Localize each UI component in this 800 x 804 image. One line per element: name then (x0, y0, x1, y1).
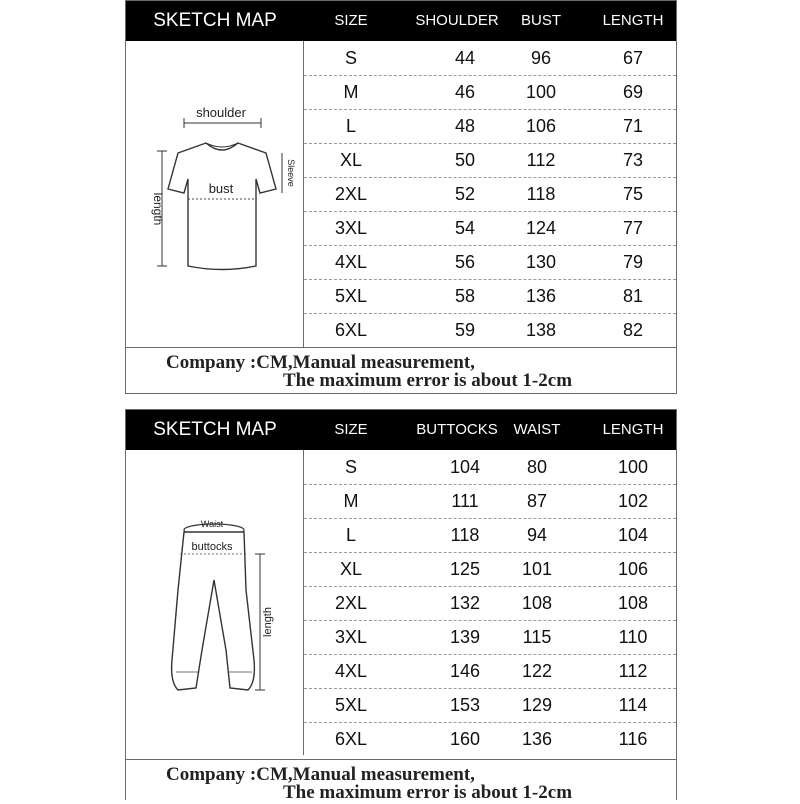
length-cell: 71 (622, 116, 644, 136)
buttocks-cell: 118 (450, 525, 480, 545)
waist-cell: 136 (521, 729, 553, 749)
buttocks-cell: 111 (451, 491, 479, 511)
tshirt-icon (168, 143, 276, 270)
length-cell: 79 (622, 252, 644, 272)
length-cell: 82 (622, 320, 644, 340)
buttocks-cell: 125 (449, 559, 481, 579)
tops-sketch-map-title: SKETCH MAP (153, 10, 277, 31)
size-cell: 2XL (334, 184, 368, 204)
table-row (304, 109, 676, 144)
size-cell: L (345, 525, 356, 545)
length-cell: 104 (617, 525, 649, 545)
table-row (304, 654, 676, 689)
size-cell: S (344, 457, 357, 477)
size-cell: 4XL (334, 661, 368, 681)
length-cell: 106 (617, 559, 649, 579)
size-cell: XL (339, 150, 363, 170)
table-row (304, 75, 676, 110)
size-cell: 5XL (334, 695, 368, 715)
size-cell: 3XL (334, 218, 368, 238)
length-cell: 77 (622, 218, 644, 238)
size-cell: L (345, 116, 356, 136)
tops-footer-note (126, 347, 676, 395)
table-row (304, 211, 676, 246)
buttocks-cell: 132 (449, 593, 481, 613)
shoulder-cell: 59 (454, 320, 476, 340)
pants-icon (172, 532, 255, 690)
footer-company-line: Company :CM,Manual measurement, (166, 352, 475, 373)
table-row (304, 450, 676, 485)
tops-col-bust: BUST (520, 12, 561, 29)
pants-sketch-map-title: SKETCH MAP (153, 419, 277, 440)
buttocks-cell: 104 (449, 457, 481, 477)
table-row (304, 586, 676, 621)
size-cell: 2XL (334, 593, 368, 613)
shoulder-cell: 54 (454, 218, 476, 238)
length-cell: 116 (618, 729, 648, 749)
tops-col-size: SIZE (334, 12, 368, 29)
shoulder-cell: 50 (454, 150, 476, 170)
table-row (304, 722, 676, 756)
bust-cell: 106 (525, 116, 557, 136)
waist-cell: 101 (521, 559, 553, 579)
length-cell: 81 (622, 286, 644, 306)
length-cell: 112 (618, 661, 648, 681)
buttocks-cell: 160 (449, 729, 481, 749)
size-cell: 6XL (334, 729, 368, 749)
buttocks-cell: 153 (449, 695, 481, 715)
table-row (304, 245, 676, 280)
size-cell: M (343, 491, 359, 511)
waist-cell: 122 (521, 661, 553, 681)
table-row (304, 41, 676, 76)
pants-length-label: length (262, 607, 274, 637)
length-cell: 75 (622, 184, 644, 204)
bust-cell: 130 (525, 252, 557, 272)
table-row (304, 177, 676, 212)
shoulder-cell: 46 (454, 82, 476, 102)
pants-table-body (304, 450, 676, 755)
tops-sketch-area (126, 41, 304, 347)
table-row (304, 688, 676, 723)
bust-cell: 138 (525, 320, 557, 340)
length-cell: 73 (622, 150, 644, 170)
length-cell: 69 (622, 82, 644, 102)
pants-size-chart (125, 409, 677, 803)
bust-label: bust (208, 181, 234, 196)
length-cell: 100 (617, 457, 649, 477)
pants-col-waist: WAIST (513, 421, 561, 438)
waist-cell: 87 (526, 491, 548, 511)
bust-cell: 112 (526, 150, 556, 170)
buttocks-cell: 139 (449, 627, 481, 647)
pants-col-length: LENGTH (602, 421, 664, 438)
bust-cell: 100 (525, 82, 557, 102)
pants-sketch-area (126, 450, 304, 755)
shoulder-cell: 52 (454, 184, 476, 204)
tops-col-shoulder: SHOULDER (415, 12, 499, 29)
waist-cell: 108 (521, 593, 553, 613)
length-cell: 108 (617, 593, 649, 613)
table-row (304, 518, 676, 553)
table-row (304, 143, 676, 178)
tops-header-bar (126, 1, 676, 41)
shoulder-label: shoulder (196, 105, 246, 120)
pants-diagram (126, 450, 304, 755)
length-cell: 67 (622, 48, 644, 68)
size-cell: 5XL (334, 286, 368, 306)
footer-error-line: The maximum error is about 1-2cm (283, 370, 573, 391)
tops-size-chart (125, 0, 677, 394)
pants-footer-note (126, 759, 676, 802)
length-label: length (151, 192, 165, 226)
shoulder-cell: 48 (454, 116, 476, 136)
waist-cell: 94 (526, 525, 548, 545)
length-cell: 102 (617, 491, 649, 511)
table-row (304, 279, 676, 314)
table-row (304, 484, 676, 519)
shoulder-cell: 44 (454, 48, 476, 68)
length-cell: 114 (618, 695, 648, 715)
tshirt-diagram (126, 41, 304, 347)
waist-cell: 129 (521, 695, 553, 715)
footer-company-line: Company :CM,Manual measurement, (166, 764, 475, 785)
pants-header-bar (126, 410, 676, 450)
waist-cell: 80 (526, 457, 548, 477)
table-row (304, 552, 676, 587)
tops-col-length: LENGTH (602, 12, 664, 29)
size-cell: S (344, 48, 357, 68)
buttocks-cell: 146 (449, 661, 481, 681)
size-cell: 4XL (334, 252, 368, 272)
pants-col-buttocks: BUTTOCKS (416, 421, 498, 438)
sleeve-label: Sleeve (286, 159, 296, 187)
buttocks-label: buttocks (191, 541, 233, 553)
bust-cell: 96 (530, 48, 552, 68)
shoulder-cell: 56 (454, 252, 476, 272)
length-cell: 110 (618, 627, 648, 647)
size-cell: 6XL (334, 320, 368, 340)
bust-cell: 118 (526, 184, 556, 204)
waist-label: Waist (200, 519, 224, 529)
table-row (304, 313, 676, 347)
footer-error-line: The maximum error is about 1-2cm (283, 782, 573, 803)
waist-cell: 115 (522, 627, 552, 647)
shoulder-cell: 58 (454, 286, 476, 306)
size-cell: 3XL (334, 627, 368, 647)
size-cell: M (343, 82, 359, 102)
bust-cell: 136 (525, 286, 557, 306)
tops-table-body (304, 41, 676, 347)
size-cell: XL (339, 559, 363, 579)
table-row (304, 620, 676, 655)
pants-col-size: SIZE (334, 421, 368, 438)
bust-cell: 124 (525, 218, 557, 238)
